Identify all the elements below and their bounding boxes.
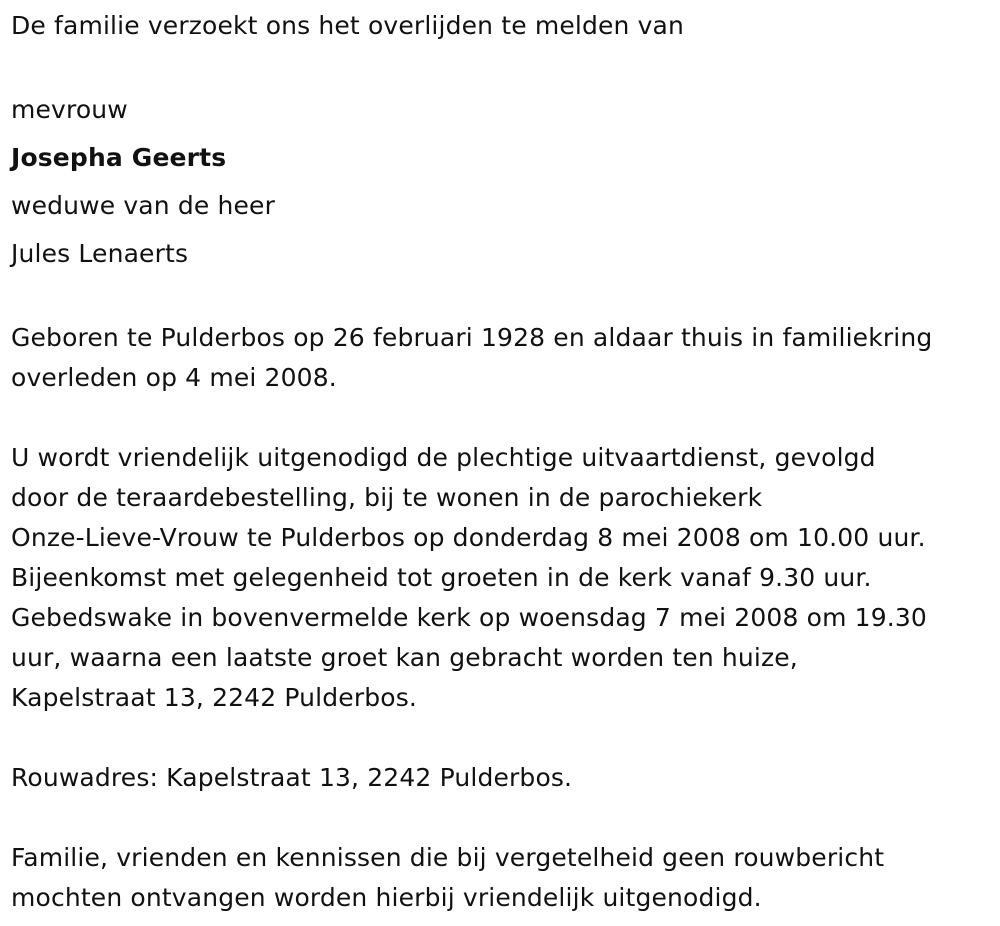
paragraph-line: Bijeenkomst met gelegenheid tot groeten in de kerk vanaf 9.30 uur.: [11, 563, 872, 592]
funeral-paragraph: [11, 438, 1000, 718]
paragraph-line: overleden op 4 mei 2008.: [11, 363, 337, 392]
paragraph-line: U wordt vriendelijk uitgenodigd de plechtige uitvaartdienst, gevolgd: [11, 443, 876, 472]
spacer: [11, 278, 1000, 318]
paragraph-line: Gebedswake in bovenvermelde kerk op woensdag 7 mei 2008 om 19.30: [11, 603, 927, 632]
deceased-name: Josepha Geerts: [11, 143, 227, 172]
spouse-name: Jules Lenaerts: [11, 239, 189, 268]
closing-paragraph: [11, 838, 1000, 918]
birth-death-paragraph: [11, 318, 1000, 398]
relation-text: weduwe van de heer: [11, 191, 276, 220]
paragraph-line: mochten ontvangen worden hierbij vriendelijk uitgenodigd.: [11, 883, 762, 912]
mourning-address: Rouwadres: Kapelstraat 13, 2242 Pulderbos.: [11, 763, 573, 792]
paragraph-line: uur, waarna een laatste groet kan gebracht worden ten huize,: [11, 643, 798, 672]
intro-text: De familie verzoekt ons het overlijden te melden van: [11, 11, 685, 40]
spacer: [11, 398, 1000, 438]
honorific: mevrouw: [11, 95, 128, 124]
paragraph-line: Kapelstraat 13, 2242 Pulderbos.: [11, 683, 417, 712]
name-block: [11, 86, 1000, 278]
spacer: [11, 798, 1000, 838]
paragraph-line: Onze-Lieve-Vrouw te Pulderbos op donderdag 8 mei 2008 om 10.00 uur.: [11, 523, 926, 552]
spacer: [11, 718, 1000, 758]
mourning-address-paragraph: [11, 758, 1000, 798]
paragraph-line: Geboren te Pulderbos op 26 februari 1928 en aldaar thuis in familiekring: [11, 323, 933, 352]
paragraph-line: Familie, vrienden en kennissen die bij vergetelheid geen rouwbericht: [11, 843, 885, 872]
spacer: [11, 46, 1000, 86]
paragraph-line: door de teraardebestelling, bij te wonen in de parochiekerk: [11, 483, 763, 512]
